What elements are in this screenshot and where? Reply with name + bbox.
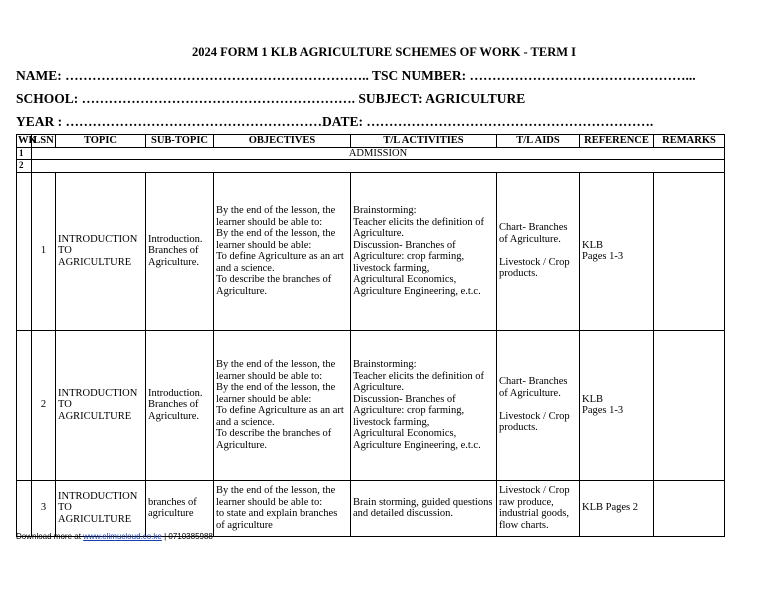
week-number: 2 [17,159,32,172]
lesson-number: 1 [32,172,56,330]
table-row-week2 [17,159,725,172]
lesson-number: 2 [32,330,56,480]
activities-cell: Brainstorming: Teacher elicits the definition of Agriculture. Discussion- Branches of Agriculture: crop farming, livestock farming, Agricultural Economics, Agriculture Engineering, e.t.c. [351,330,497,480]
remarks-cell [654,330,725,480]
objectives-cell: By the end of the lesson, the learner should be able to: to state and explain branches of agriculture [214,480,351,536]
subtopic-cell: Introduction. Branches of Agriculture. [146,330,214,480]
table-row-week1 [17,147,725,159]
document-title: 2024 FORM 1 KLB AGRICULTURE SCHEMES OF WORK - TERM I [191,45,577,59]
week-cell [17,172,32,330]
aids-cell: Chart- Branches of Agriculture. Livestock / Crop products. [497,172,580,330]
table-header-row [17,135,725,148]
reference-cell: KLB Pages 1-3 [580,330,654,480]
week-cell [17,480,32,536]
week-number: 1 [17,147,32,159]
aids-cell: Chart- Branches of Agriculture. Livestock / Crop products. [497,330,580,480]
reference-cell: KLB Pages 2 [580,480,654,536]
lesson-number: 3 [32,480,56,536]
subtopic-cell: branches of agriculture [146,480,214,536]
footer-phone: | 0710385988 [161,532,213,541]
remarks-cell [654,480,725,536]
col-topic: TOPIC [56,135,146,148]
col-activities: T/L ACTIVITIES [351,135,497,148]
activities-cell: Brainstorming: Teacher elicits the definition of Agriculture. Discussion- Branches of Agriculture: crop farming, livestock farming, Agricultural Economics, Agriculture Engineering, e.t.c. [351,172,497,330]
col-aids: T/L AIDS [497,135,580,148]
activities-cell: Brain storming, guided questions and detailed discussion. [351,480,497,536]
schemes-table [16,134,725,537]
topic-cell: INTRODUCTION TO AGRICULTURE [56,172,146,330]
reference-cell: KLB Pages 1-3 [580,172,654,330]
col-objectives: OBJECTIVES [214,135,351,148]
col-wk: WK [18,135,37,146]
year-line: YEAR : …………………………………………………DATE: ………………………………………………………. [16,114,654,129]
col-reference: REFERENCE [580,135,654,148]
download-link[interactable]: www.elimucloud.co.ke [83,532,162,541]
col-remarks: REMARKS [654,135,725,148]
topic-cell: INTRODUCTION TO AGRICULTURE [56,480,146,536]
remarks-cell [654,172,725,330]
table-row [17,172,725,330]
col-subtopic: SUB-TOPIC [146,135,214,148]
admission-cell: ADMISSION [32,147,725,159]
aids-cell: Livestock / Crop raw produce, industrial goods, flow charts. [497,480,580,536]
week-cell [17,330,32,480]
footer [16,532,213,541]
table-row [17,480,725,536]
subtopic-cell: Introduction. Branches of Agriculture. [146,172,214,330]
objectives-cell: By the end of the lesson, the learner should be able to: By the end of the lesson, the learner should be able: To define Agriculture as an art and a science. To describe the branches of Agriculture. [214,172,351,330]
footer-prefix: Download more at [16,532,84,541]
name-line: NAME: ………………………………………………………….. TSC NUMBER: …………………………………………... [16,68,696,83]
col-lsn: LSN [33,135,54,146]
table-row [17,330,725,480]
objectives-cell: By the end of the lesson, the learner should be able to: By the end of the lesson, the learner should be able: To define Agriculture as an art and a science. To describe the branches of Agriculture. [214,330,351,480]
topic-cell: INTRODUCTION TO AGRICULTURE [56,330,146,480]
school-line: SCHOOL: ……………………………………………………. SUBJECT: AGRICULTURE [16,91,526,106]
